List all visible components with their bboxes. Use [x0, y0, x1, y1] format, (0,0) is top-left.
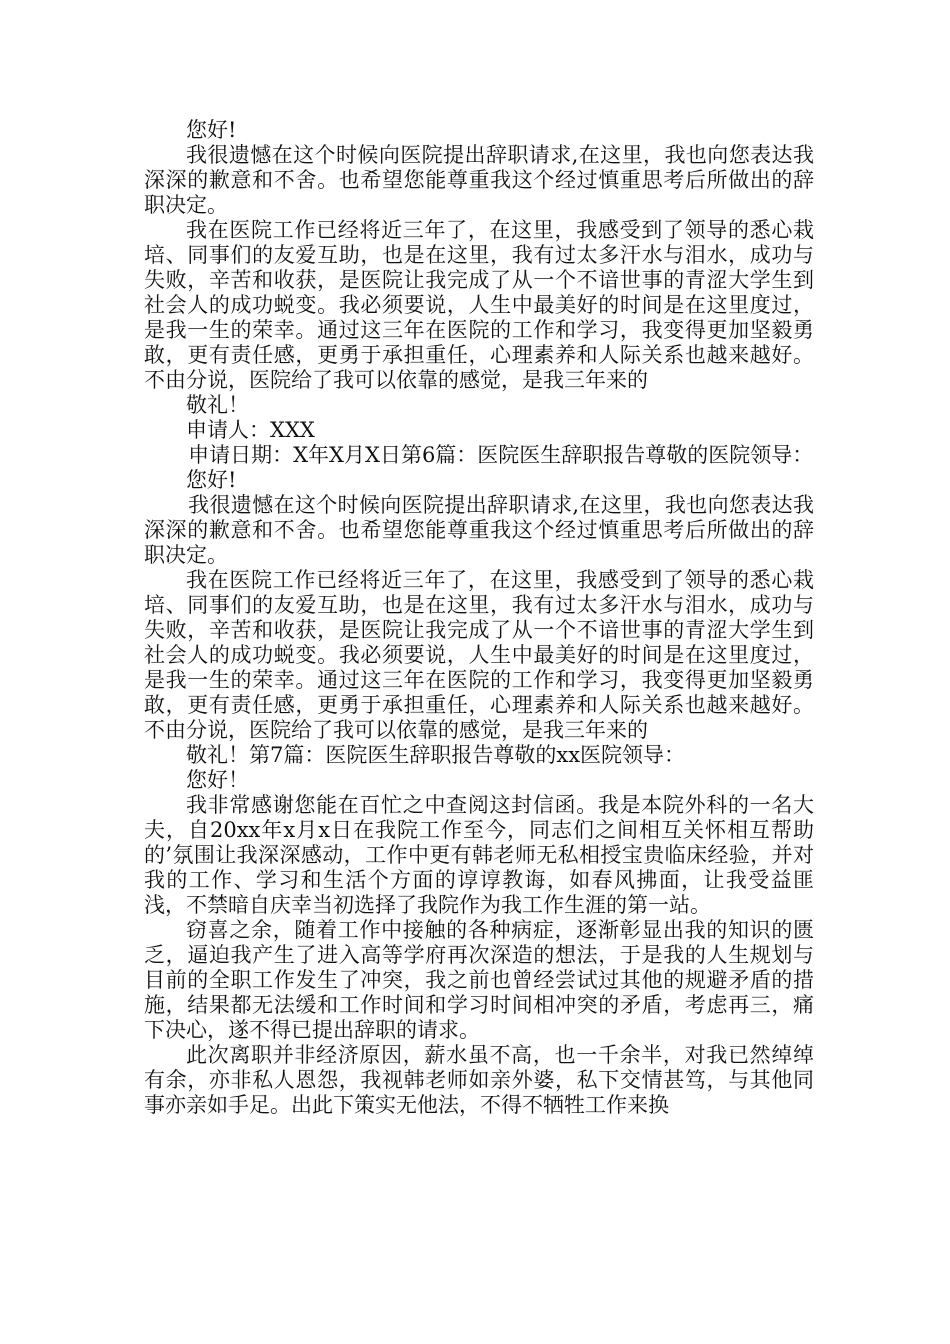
paragraph: 窃喜之余，随着工作中接触的各种病症，逐渐彰显出我的知识的匮乏，逼迫我产生了进入高等学府再次深造的想法，于是我的人生规划与目前的全职工作发生了冲突，我之前也曾经尝试过其他的规避矛盾的措施，结果都无法缓和工作时间和学习时间相冲突的矛盾，考虑再三，痛下决心，遂不得已提出辞职的请求。	[144, 918, 814, 1042]
closing-salute-and-heading: 敬礼！第7篇：医院医生辞职报告尊敬的xx医院领导：	[186, 743, 686, 767]
date-and-heading-line: 申请日期：X年X月X日第6篇：医院医生辞职报告尊敬的医院领导：	[188, 443, 814, 467]
greeting: 您好!	[186, 118, 237, 142]
paragraph: 我在医院工作已经将近三年了，在这里，我感受到了领导的悉心栽培、同事们的友爱互助，也是在这里，我有过太多汗水与泪水，成功与失败，辛苦和收获，是医院让我完成了从一个不谙世事的青涩大学生到社会人的成功蜕变。我必须要说，人生中最美好的时间是在这里度过，是我一生的荣幸。通过这三年在医院的工作和学习，我变得更加坚毅勇敢，更有责任感，更勇于承担重任，心理素养和人际关系也越来越好。不由分说，医院给了我可以依靠的感觉，是我三年来的	[144, 568, 814, 742]
document-body	[144, 118, 814, 1118]
paragraph: 我在医院工作已经将近三年了，在这里，我感受到了领导的悉心栽培、同事们的友爱互助，也是在这里，我有过太多汗水与泪水，成功与失败，辛苦和收获，是医院让我完成了从一个不谙世事的青涩大学生到社会人的成功蜕变。我必须要说，人生中最美好的时间是在这里度过，是我一生的荣幸。通过这三年在医院的工作和学习，我变得更加坚毅勇敢，更有责任感，更勇于承担重任，心理素养和人际关系也越来越好。不由分说，医院给了我可以依靠的感觉，是我三年来的	[144, 218, 814, 392]
paragraph: 我很遗憾在这个时候向医院提出辞职请求,在这里，我也向您表达我深深的歉意和不舍。也希望您能尊重我这个经过慎重思考后所做出的辞职决定。	[144, 493, 814, 567]
greeting: 您好!	[186, 468, 237, 492]
paragraph: 我非常感谢您能在百忙之中查阅这封信函。我是本院外科的一名大夫，自20xx年x月x日在我院工作至今，同志们之间相互关怀相互帮助的’氛围让我深深感动，工作中更有韩老师无私相授宝贵临床经验，并对我的工作、学习和生活个方面的谆谆教诲，如春风拂面，让我受益匪浅，不禁暗自庆幸当初选择了我院作为我工作生涯的第一站。	[144, 793, 814, 917]
paragraph: 我很遗憾在这个时候向医院提出辞职请求,在这里，我也向您表达我深深的歉意和不舍。也希望您能尊重我这个经过慎重思考后所做出的辞职决定。	[144, 143, 814, 217]
greeting: 您好！	[186, 768, 249, 792]
paragraph: 此次离职并非经济原因，薪水虽不高，也一千余半，对我已然绰绰有余，亦非私人恩怨，我视韩老师如亲外婆，私下交情甚笃，与其他同事亦亲如手足。出此下策实无他法，不得不牺牲工作来换	[144, 1043, 814, 1117]
closing-salute: 敬礼！	[186, 393, 249, 417]
applicant-line: 申请人：XXX	[186, 418, 315, 442]
